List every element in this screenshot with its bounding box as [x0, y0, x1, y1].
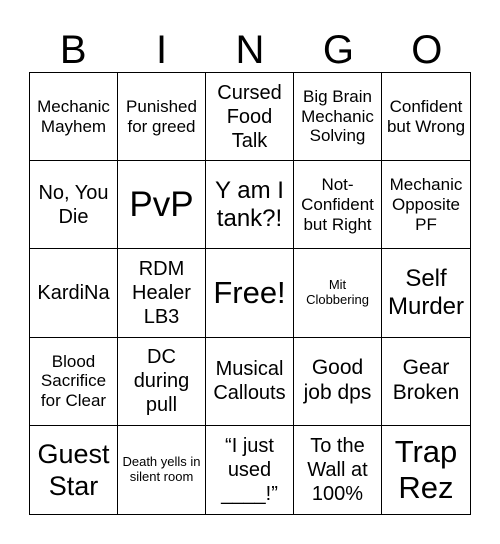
bingo-cell[interactable] — [30, 426, 118, 514]
cell-text: PvP — [129, 184, 194, 224]
bingo-cell[interactable] — [30, 249, 118, 337]
bingo-cell[interactable] — [382, 73, 470, 161]
bingo-cell[interactable] — [206, 73, 294, 161]
header-letter-g: G — [322, 28, 354, 72]
cell-text: Self Murder — [387, 265, 465, 320]
header-letter-i: I — [156, 28, 168, 72]
cell-text: DC during pull — [133, 346, 190, 417]
header-letter-o: O — [411, 28, 443, 72]
cell-text: Trap Rez — [394, 434, 458, 505]
cell-text: KardiNa — [37, 281, 110, 304]
header-letter-n: N — [235, 28, 265, 72]
bingo-grid — [29, 72, 471, 515]
cell-text: To the Wall at 100% — [307, 434, 368, 505]
bingo-cell[interactable] — [118, 73, 206, 161]
cell-text: Y am I tank?! — [215, 177, 284, 232]
bingo-cell[interactable] — [382, 426, 470, 514]
cell-text: Death yells in silent room — [122, 453, 201, 484]
bingo-header — [29, 28, 471, 72]
cell-text: Musical Callouts — [213, 358, 286, 405]
cell-text: RDM Healer LB3 — [132, 257, 191, 328]
cell-text: Big Brain Mechanic Solving — [301, 87, 374, 146]
cell-text: “I just used ____!” — [221, 434, 278, 505]
bingo-cell[interactable] — [294, 426, 382, 514]
bingo-cell[interactable] — [118, 249, 206, 337]
cell-text: Guest Star — [37, 438, 110, 501]
cell-text: Mit Clobbering — [306, 277, 369, 307]
bingo-cell[interactable] — [294, 338, 382, 426]
cell-text: Good job dps — [303, 356, 372, 405]
bingo-cell[interactable] — [382, 249, 470, 337]
bingo-cell[interactable] — [206, 338, 294, 426]
cell-text: Punished for greed — [126, 97, 197, 136]
bingo-cell[interactable] — [294, 249, 382, 337]
bingo-cell[interactable] — [206, 249, 294, 337]
cell-text: Mechanic Mayhem — [37, 97, 110, 136]
bingo-cell[interactable] — [382, 161, 470, 249]
bingo-cell[interactable] — [30, 73, 118, 161]
bingo-cell[interactable] — [294, 161, 382, 249]
cell-text: Blood Sacrifice for Clear — [40, 351, 107, 410]
cell-text: No, You Die — [38, 181, 109, 228]
bingo-cell[interactable] — [206, 426, 294, 514]
bingo-cell[interactable] — [118, 161, 206, 249]
cell-text: Mechanic Opposite PF — [389, 175, 463, 234]
bingo-cell[interactable] — [206, 161, 294, 249]
bingo-cell[interactable] — [118, 338, 206, 426]
bingo-cell[interactable] — [294, 73, 382, 161]
cell-text: Confident but Wrong — [386, 97, 466, 136]
cell-text: Free! — [213, 275, 286, 311]
cell-text: Not-Confident but Right — [301, 175, 374, 234]
bingo-cell[interactable] — [30, 161, 118, 249]
header-letter-b: B — [59, 28, 87, 72]
bingo-cell[interactable] — [118, 426, 206, 514]
bingo-cell[interactable] — [30, 338, 118, 426]
cell-text: Gear Broken — [392, 356, 460, 405]
bingo-cell[interactable] — [382, 338, 470, 426]
cell-text: Cursed Food Talk — [217, 81, 282, 152]
